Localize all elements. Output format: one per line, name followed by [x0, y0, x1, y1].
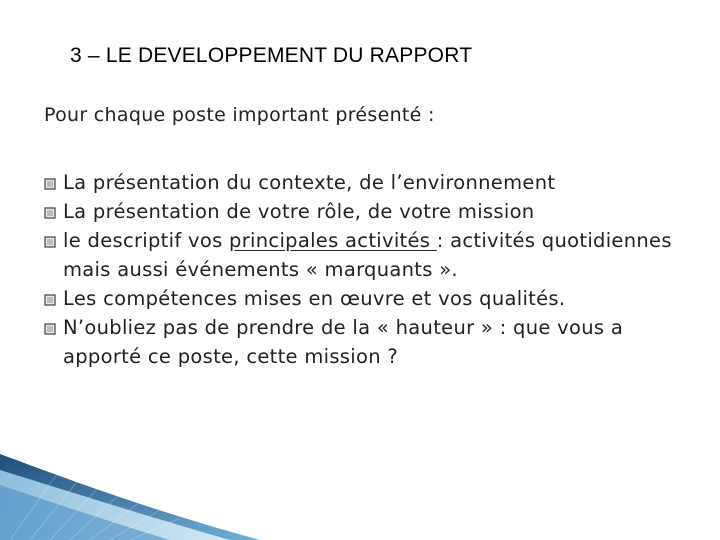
bullet-item [44, 226, 704, 284]
slide-title: 3 – LE DEVELOPPEMENT DU RAPPORT [70, 44, 473, 67]
bullet-list [44, 168, 704, 371]
bullet-text: N’oubliez pas de prendre de la « hauteur » : que vous a apporté ce poste, cette mission ? [63, 316, 624, 368]
bullet-text-underlined: principales activités [229, 229, 437, 252]
checkbox-square-icon [44, 178, 56, 190]
bullet-item [44, 284, 704, 313]
checkbox-square-icon [44, 323, 56, 335]
bullet-text: La présentation du contexte, de l’environnement [63, 171, 556, 194]
bullet-item [44, 197, 704, 226]
checkbox-square-icon [44, 207, 56, 219]
intro-text: Pour chaque poste important présenté : [44, 104, 435, 126]
bullet-text: La présentation de votre rôle, de votre mission [63, 200, 535, 223]
bullet-item [44, 313, 704, 371]
checkbox-square-icon [44, 294, 56, 306]
bullet-text: Les compétences mises en œuvre et vos qualités. [63, 287, 566, 310]
bullet-text-after: : activités quotidiennes mais aussi événements « marquants ». [63, 229, 672, 281]
bullet-item [44, 168, 704, 197]
checkbox-square-icon [44, 236, 56, 248]
blue-wave-decoration [0, 440, 260, 540]
bullet-text-before: le descriptif vos [63, 229, 230, 252]
